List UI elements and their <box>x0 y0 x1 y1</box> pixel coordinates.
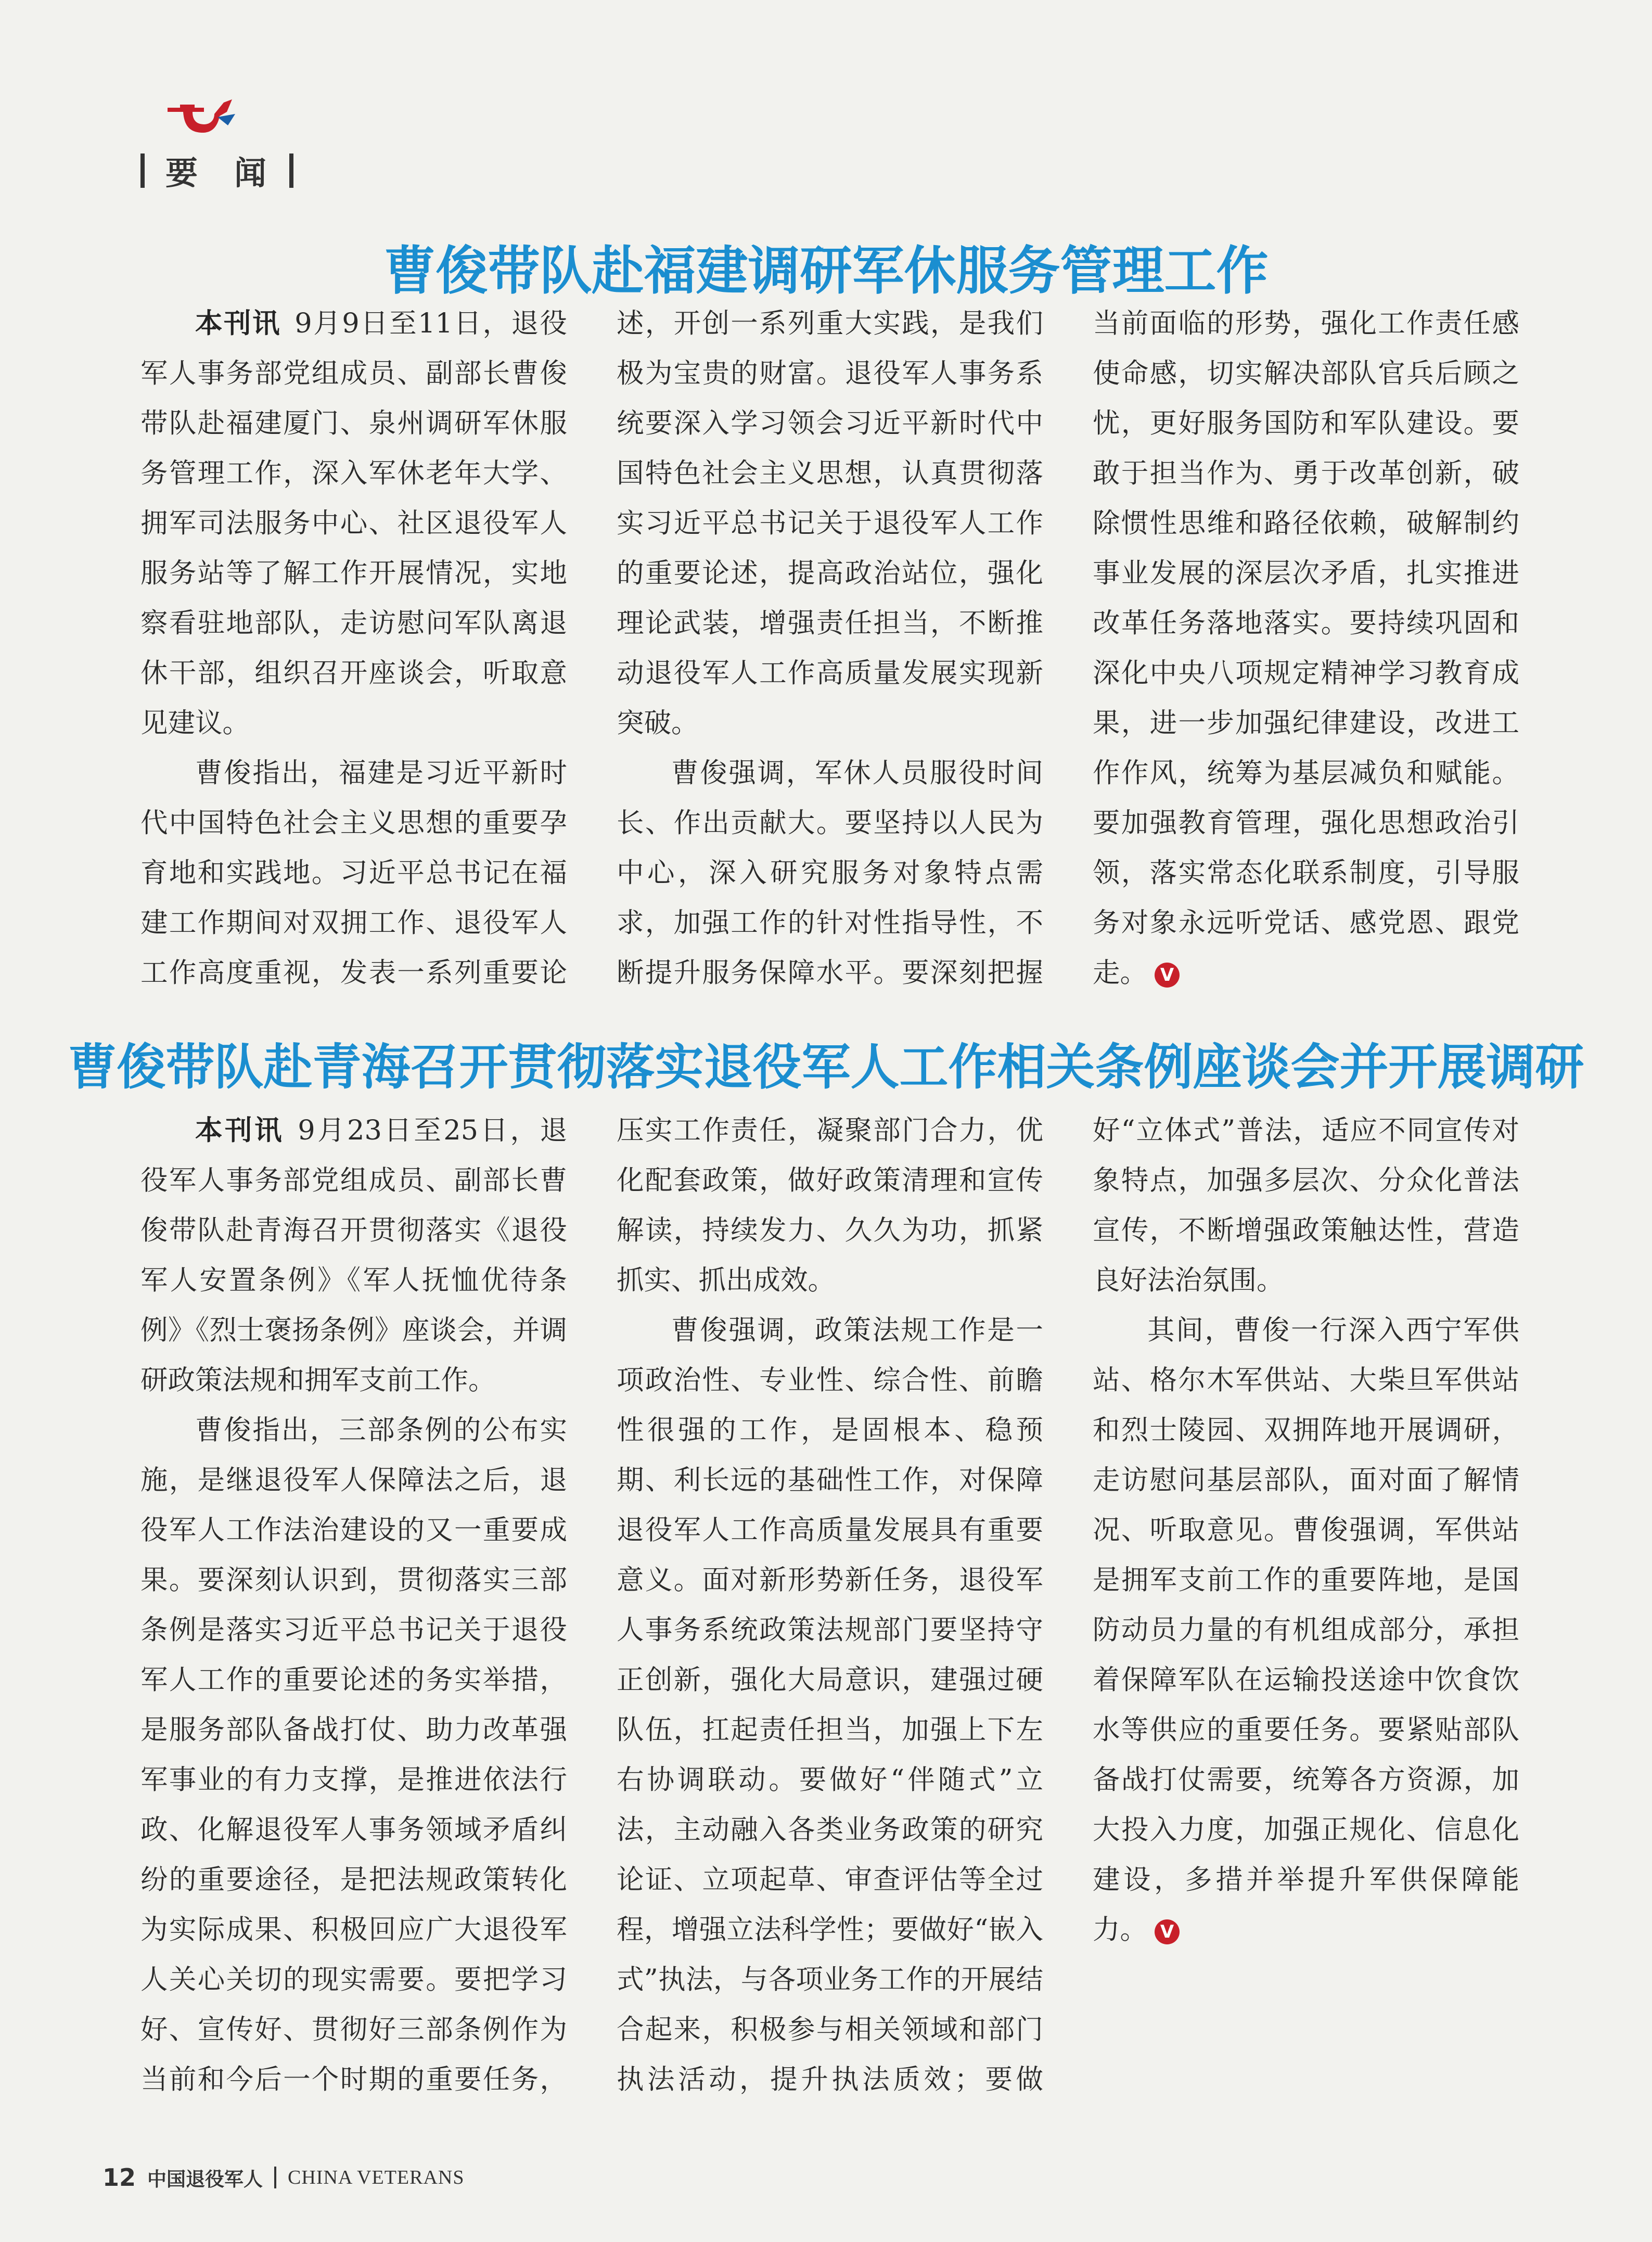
article2-body <box>140 1106 1519 2120</box>
section-label <box>140 147 293 194</box>
magazine-name-cn: 中国退役军人 <box>147 2168 263 2190</box>
article2-headline: 曹俊带队赴青海召开贯彻落实退役军人工作相关条例座谈会并开展调研 <box>68 1039 1584 1096</box>
article2-paragraph-3: 曹俊强调，政策法规工作是一项政治性、专业性、综合性、前瞻性很强的工作，是固根本、稳预期、利长远的基础性工作，对保障退役军人工作高质量发展具有重要意义。面对新形势新任务，退役军人事务系统政策法规部门要坚持守正创新，强化大局意识，建强过硬队伍，扛起责任担当，加强上下左右协调联动。要做好“伴随式”立法，主动融入各类业务政策的研究论证、立项起草、审查评估等全过程，增强立法科学性；要做好“嵌入式”执法，与各项业务工作的开展结合起来，积极参与相关领域和部门执法活动，提升执法质效；要做好“立体式”普法，适应不同宣传对象特点，加强多层次、分众化普法宣传，不断增强政策触达性，营造良好法治氛围。 <box>617 1114 1519 2095</box>
footer-divider <box>274 2167 276 2188</box>
article1-p1-text: 9月9日至11日，退役军人事务部党组成员、副部长曹俊带队赴福建厦门、泉州调研军休服务管理工作，深入军休老年大学、拥军司法服务中心、社区退役军人服务站等了解工作开展情况，实地察看驻地部队，走访慰问军队离退休干部，组织召开座谈会，听取意见建议。 <box>140 308 567 739</box>
article1-p3-text: 曹俊强调，军休人员服役时间长、作出贡献大。要坚持以人民为中心，深入研究服务对象特点需求，加强工作的针对性指导性，不断提升服务保障水平。要深刻把握当前面临的形势，强化工作责任感使命感，切实解决部队官兵后顾之忧，更好服务国防和军队建设。要敢于担当作为、勇于改革创新，破除惯性思维和路径依赖，破解制约事业发展的深层次矛盾，扎实推进改革任务落地落实。要持续巩固和深化中央八项规定精神学习教育成果，进一步加强纪律建设，改进工作作风，统筹为基层减负和赋能。要加强教育管理，强化思想政治引领，落实常态化联系制度，引导服务对象永远听党话、感党恩、跟党走。 <box>617 308 1519 989</box>
article1-headline: 曹俊带队赴福建调研军休服务管理工作 <box>383 240 1269 301</box>
article1-lead: 本刊讯 <box>195 308 281 339</box>
section-divider-right <box>289 153 293 188</box>
section-divider-left <box>140 153 145 188</box>
article2-paragraph-1 <box>140 1106 567 1405</box>
article1-paragraph-2: 曹俊指出，福建是习近平新时代中国特色社会主义思想的重要孕育地和实践地。习近平总书记在福建工作期间对双拥工作、退役军人工作高度重视，发表一系列重要论述，开创一系列重大实践，是我们极为宝贵的财富。退役军人事务系统要深入学习领会习近平新时代中国特色社会主义思想，认真贯彻落实习近平总书记关于退役军人工作的重要论述，提高政治站位，强化理论武装，增强责任担当，不断推动退役军人工作高质量发展实现新突破。 <box>140 308 1043 989</box>
article-end-mark-icon: V <box>1155 963 1180 988</box>
section-label-text: 要 闻 <box>165 154 269 192</box>
page-number: 12 <box>103 2163 136 2192</box>
magazine-name-en: CHINA VETERANS <box>288 2167 465 2188</box>
article1-paragraph-1 <box>140 299 567 748</box>
article1-body <box>140 299 1519 998</box>
article2-paragraph-4 <box>1093 1305 1519 1955</box>
page-footer <box>103 2163 465 2192</box>
article2-p1-text: 9月23日至25日，退役军人事务部党组成员、副部长曹俊带队赴青海召开贯彻落实《退役军人安置条例》《军人抚恤优待条例》《烈士褒扬条例》座谈会，并调研政策法规和拥军支前工作。 <box>140 1114 567 1396</box>
article2-lead: 本刊讯 <box>195 1114 284 1146</box>
article2-p4-text: 其间，曹俊一行深入西宁军供站、格尔木军供站、大柴旦军供站和烈士陵园、双拥阵地开展调研，走访慰问基层部队，面对面了解情况、听取意见。曹俊强调，军供站是拥军支前工作的重要阵地，是国防动员力量的有机组成部分，承担着保障军队在运输投送途中饮食饮水等供应的重要任务。要紧贴部队备战打仗需要，统筹各方资源，加大投入力度，加强正规化、信息化建设，多措并举提升军供保障能力。 <box>1093 1314 1519 1945</box>
article2-paragraph-2: 曹俊指出，三部条例的公布实施，是继退役军人保障法之后，退役军人工作法治建设的又一重要成果。要深刻认识到，贯彻落实三部条例是落实习近平总书记关于退役军人工作的重要论述的务实举措，是服务部队备战打仗、助力改革强军事业的有力支撑，是推进依法行政、化解退役军人事务领域矛盾纠纷的重要途径，是把法规政策转化为实际成果、积极回应广大退役军人关心关切的现实需要。要把学习好、宣传好、贯彻好三部条例作为当前和今后一个时期的重要任务，压实工作责任，凝聚部门合力，优化配套政策，做好政策清理和宣传解读，持续发力、久久为功，抓紧抓实、抓出成效。 <box>140 1114 1043 2095</box>
magazine-logo-icon <box>165 96 238 143</box>
article-end-mark-icon: V <box>1155 1919 1180 1944</box>
